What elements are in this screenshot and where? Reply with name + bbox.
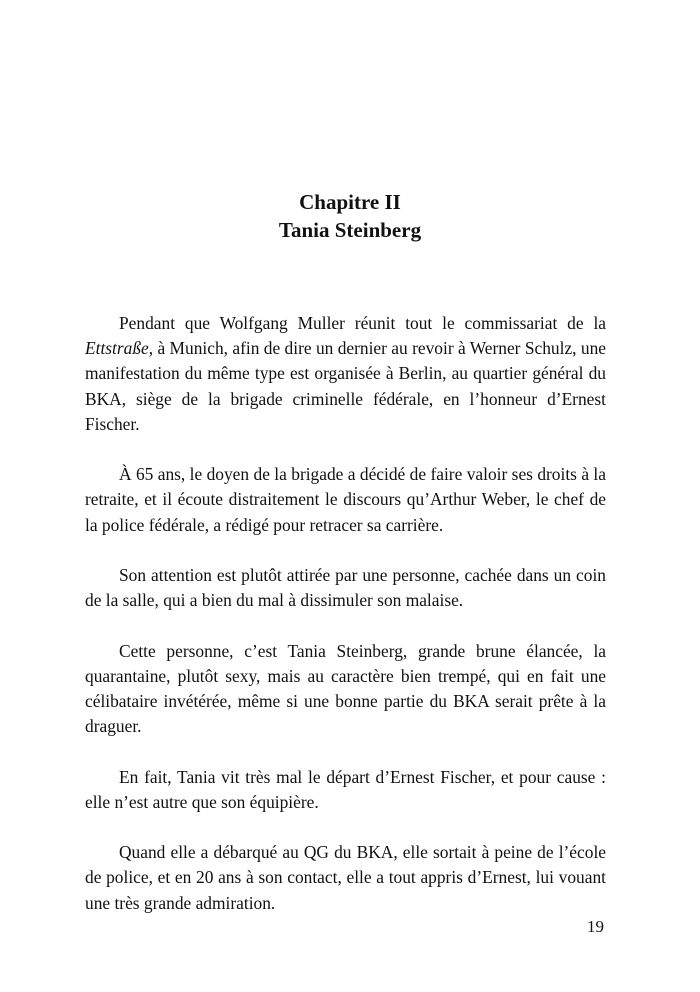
- paragraph-2: À 65 ans, le doyen de la brigade a décidé de faire valoir ses droits à la retraite, et il écoute distraitement le discours qu’Arthur Weber, le chef de la police fédérale, a rédigé pour retracer sa carrière.: [85, 464, 606, 535]
- paragraph-5: En fait, Tania vit très mal le départ d’Ernest Fischer, et pour cause : elle n’est autre que son équipière.: [85, 766, 606, 812]
- chapter-number: Chapitre II: [299, 190, 401, 214]
- paragraph-1-text-end: , à Munich, afin de dire un dernier au revoir à Werner Schulz, une manifestation du même type est organisée à Berlin, au quartier général du BKA, siège de la brigade criminelle fédérale, en l’honneur d’Ernest Fischer.: [85, 338, 606, 434]
- chapter-body: [85, 311, 606, 941]
- page-number: 19: [587, 917, 604, 936]
- paragraph-1: [85, 311, 606, 437]
- paragraph-1-text-start: Pendant que Wolfgang Muller réunit tout le commissariat de la: [119, 313, 606, 333]
- paragraph-4: Cette personne, c’est Tania Steinberg, grande brune élancée, la quarantaine, plutôt sexy, mais au caractère bien trempé, qui en fait une célibataire invétérée, même si une bonne partie du BKA serait prête à la draguer.: [85, 640, 606, 737]
- street-name-italic: Ettstraße: [85, 338, 149, 359]
- paragraph-6: Quand elle a débarqué au QG du BKA, elle sortait à peine de l’école de police, et en 20 ans à son contact, elle a tout appris d’Ernest, lui vouant une très grande admiration.: [85, 842, 606, 913]
- paragraph-3: Son attention est plutôt attirée par une personne, cachée dans un coin de la salle, qui a bien du mal à dissimuler son malaise.: [85, 565, 606, 611]
- chapter-title: Tania Steinberg: [278, 218, 422, 242]
- chapter-heading: [0, 188, 700, 244]
